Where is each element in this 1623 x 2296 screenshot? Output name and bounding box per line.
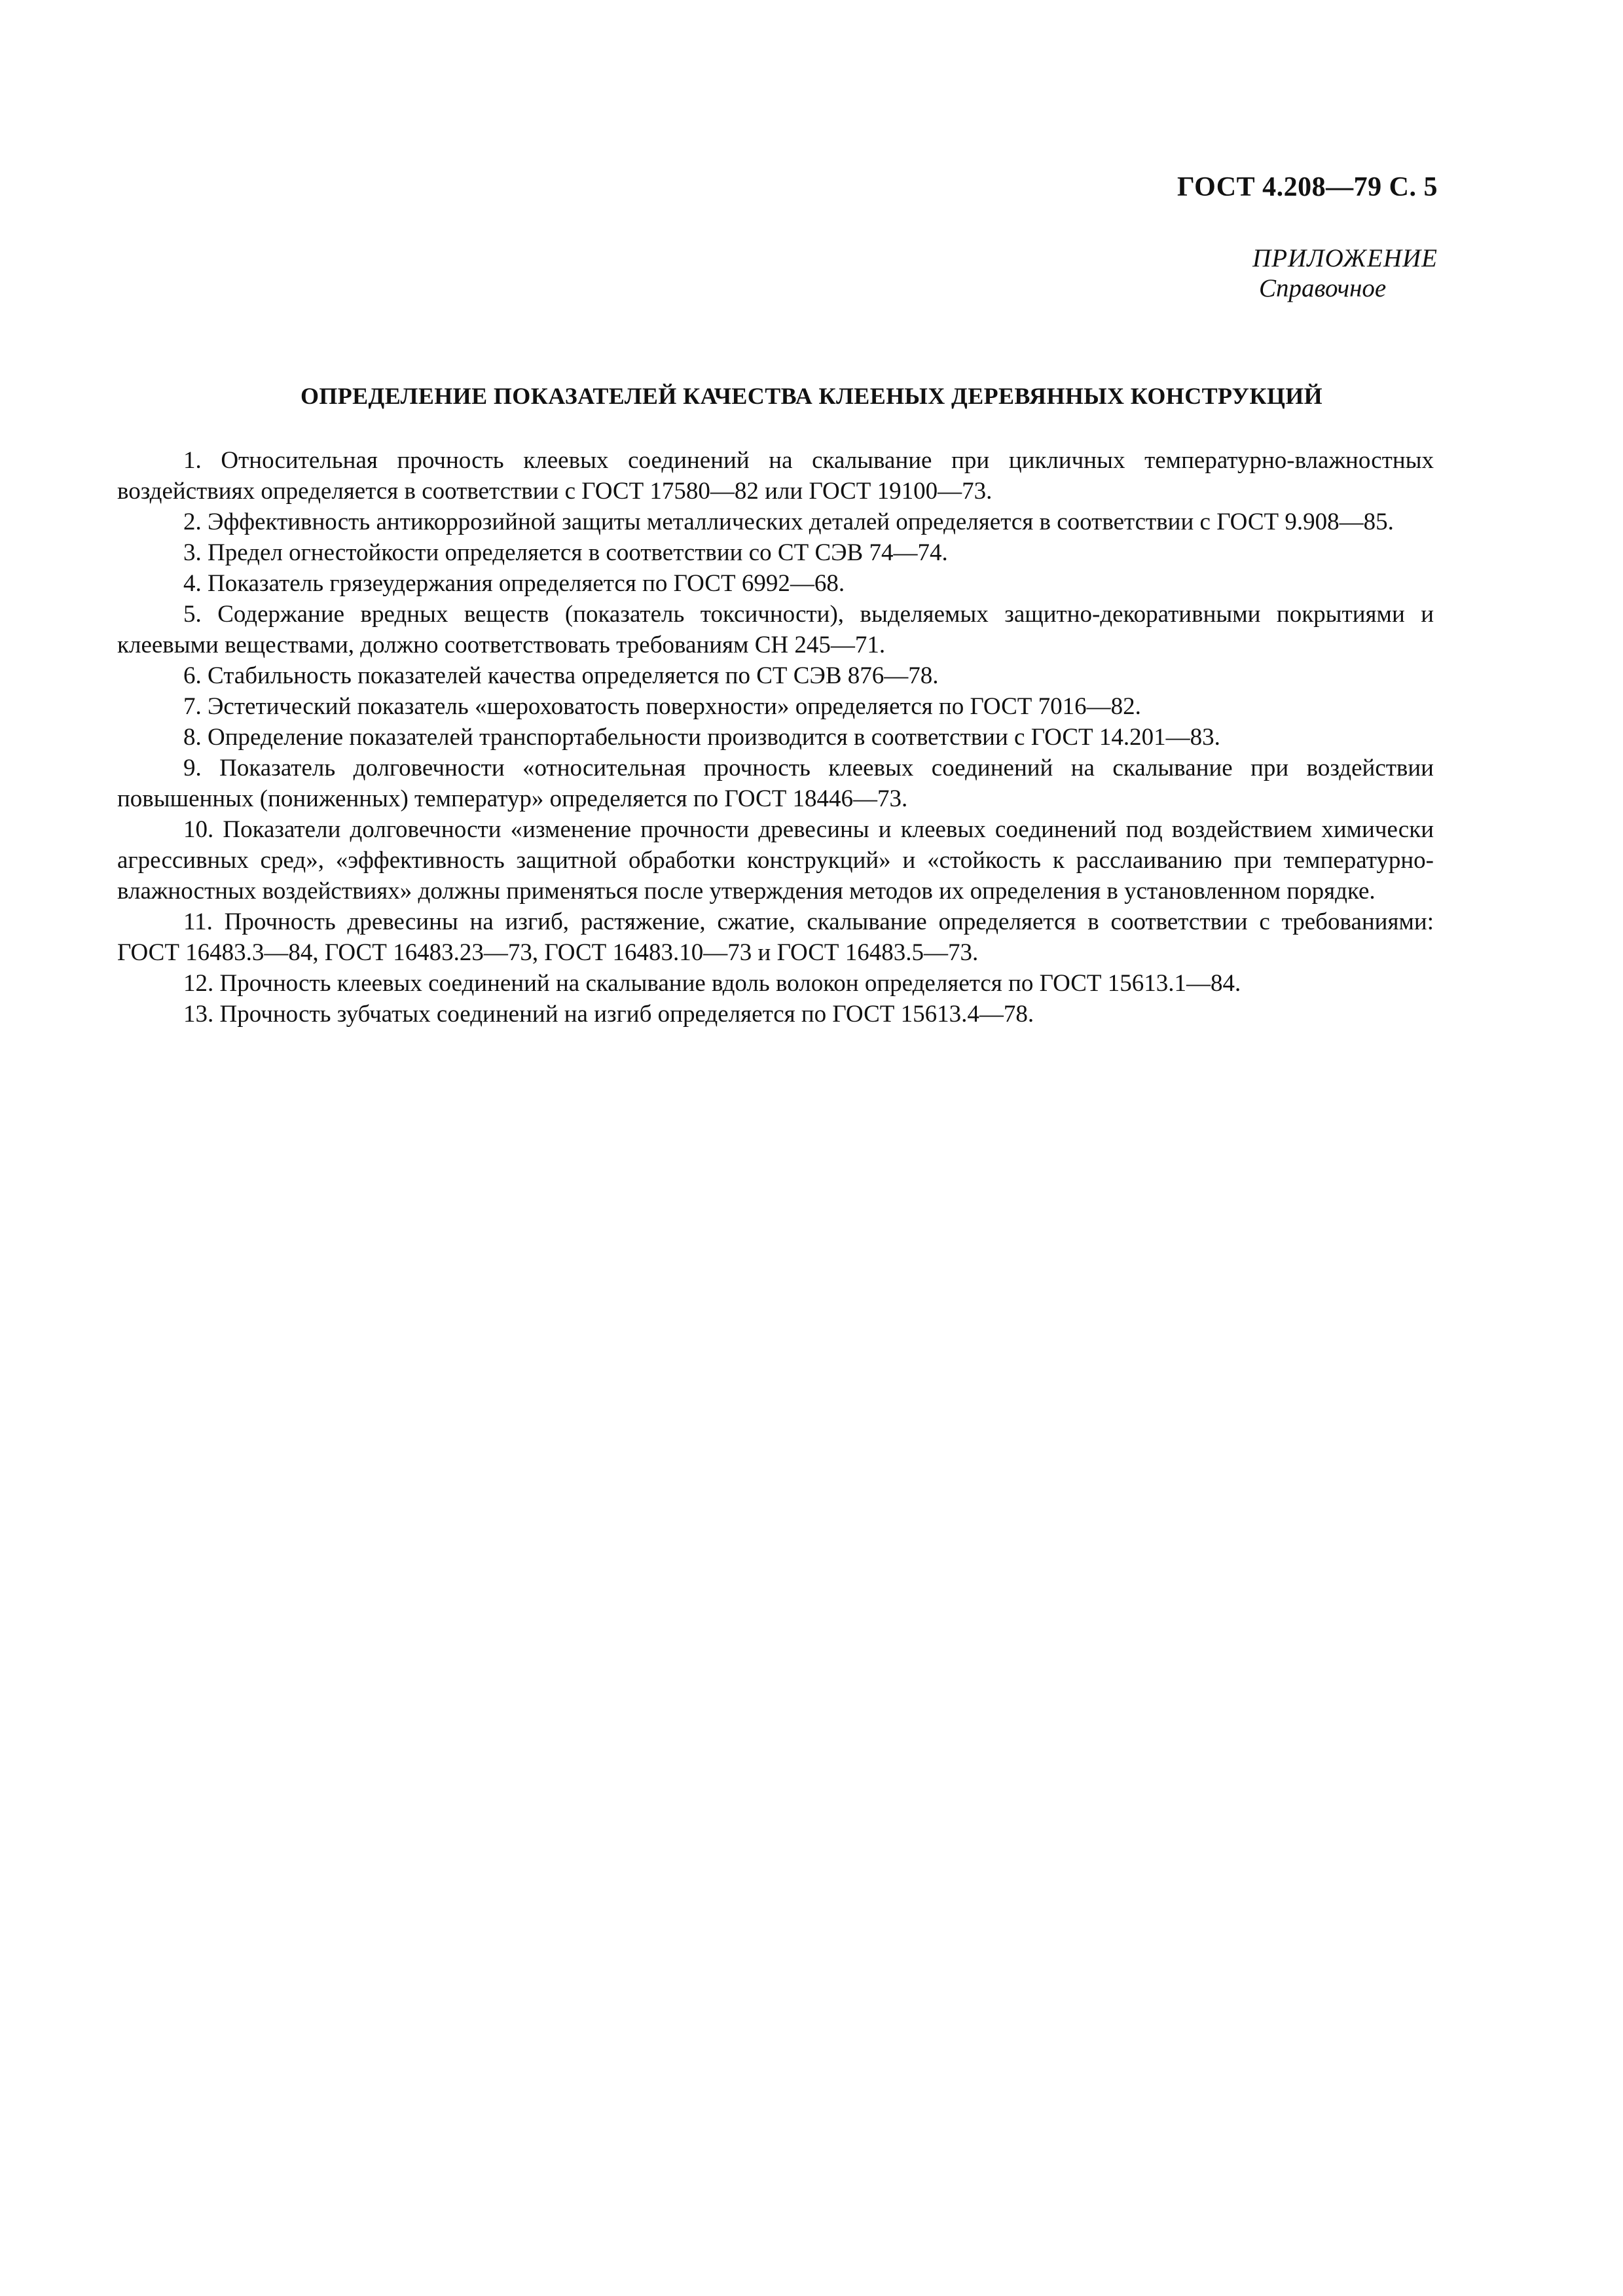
list-item-11: 11. Прочность древесины на изгиб, растяжение, сжатие, скалывание определяется в соответствии с требованиями: ГОСТ 16483.3—84, ГОСТ 16483.23—73, ГОСТ 16483.10—73 и ГОСТ 16483.5—73. (117, 908, 1434, 966)
list-item-4: 4. Показатель грязеудержания определяется по ГОСТ 6992—68. (183, 570, 845, 597)
list-item-9: 9. Показатель долговечности «относительная прочность клеевых соединений на скалывание при воздействии повышенных (пониженных) температур» определяется по ГОСТ 18446—73. (117, 755, 1434, 812)
list-item-5: 5. Содержание вредных веществ (показатель токсичности), выделяемых защитно-декоративными покрытиями и клеевыми веществами, должно соответствовать требованиям СН 245—71. (117, 601, 1434, 658)
list-item-13: 13. Прочность зубчатых соединений на изгиб определяется по ГОСТ 15613.4—78. (183, 1001, 1034, 1028)
list-item-6: 6. Стабильность показателей качества определяется по СТ СЭВ 876—78. (183, 662, 939, 689)
appendix-label: ПРИЛОЖЕНИЕ (1252, 244, 1438, 272)
list-item-12: 12. Прочность клеевых соединений на скалывание вдоль волокон определяется по ГОСТ 15613.1—84. (183, 970, 1241, 997)
appendix-block (1252, 243, 1438, 304)
list-item-10: 10. Показатели долговечности «изменение прочности древесины и клеевых соединений под воздействием химически агрессивных сред», «эффективность защитной обработки конструкций» и «стойкость к расслаиванию при температурно-влажностных воздействиях» должны применяться после утверждения методов их определения в установленном порядке. (117, 816, 1434, 905)
document-title: ОПРЕДЕЛЕНИЕ ПОКАЗАТЕЛЕЙ КАЧЕСТВА КЛЕЕНЫХ ДЕРЕВЯННЫХ КОНСТРУКЦИЙ (300, 383, 1323, 409)
document-body (117, 445, 1434, 1030)
list-item-2: 2. Эффективность антикоррозийной защиты металлических деталей определяется в соответствии с ГОСТ 9.908—85. (183, 509, 1394, 535)
list-item-8: 8. Определение показателей транспортабельности производится в соответствии с ГОСТ 14.201—83. (183, 724, 1220, 751)
appendix-type: Справочное (1259, 274, 1387, 302)
page-header-title: ГОСТ 4.208—79 С. 5 (1176, 172, 1438, 202)
list-item-7: 7. Эстетический показатель «шероховатость поверхности» определяется по ГОСТ 7016—82. (183, 693, 1141, 720)
list-item-3: 3. Предел огнестойкости определяется в соответствии со СТ СЭВ 74—74. (183, 539, 948, 566)
list-item-1: 1. Относительная прочность клеевых соединений на скалывание при цикличных температурно-влажностных воздействиях определяется в соответствии с ГОСТ 17580—82 или ГОСТ 19100—73. (117, 447, 1434, 505)
